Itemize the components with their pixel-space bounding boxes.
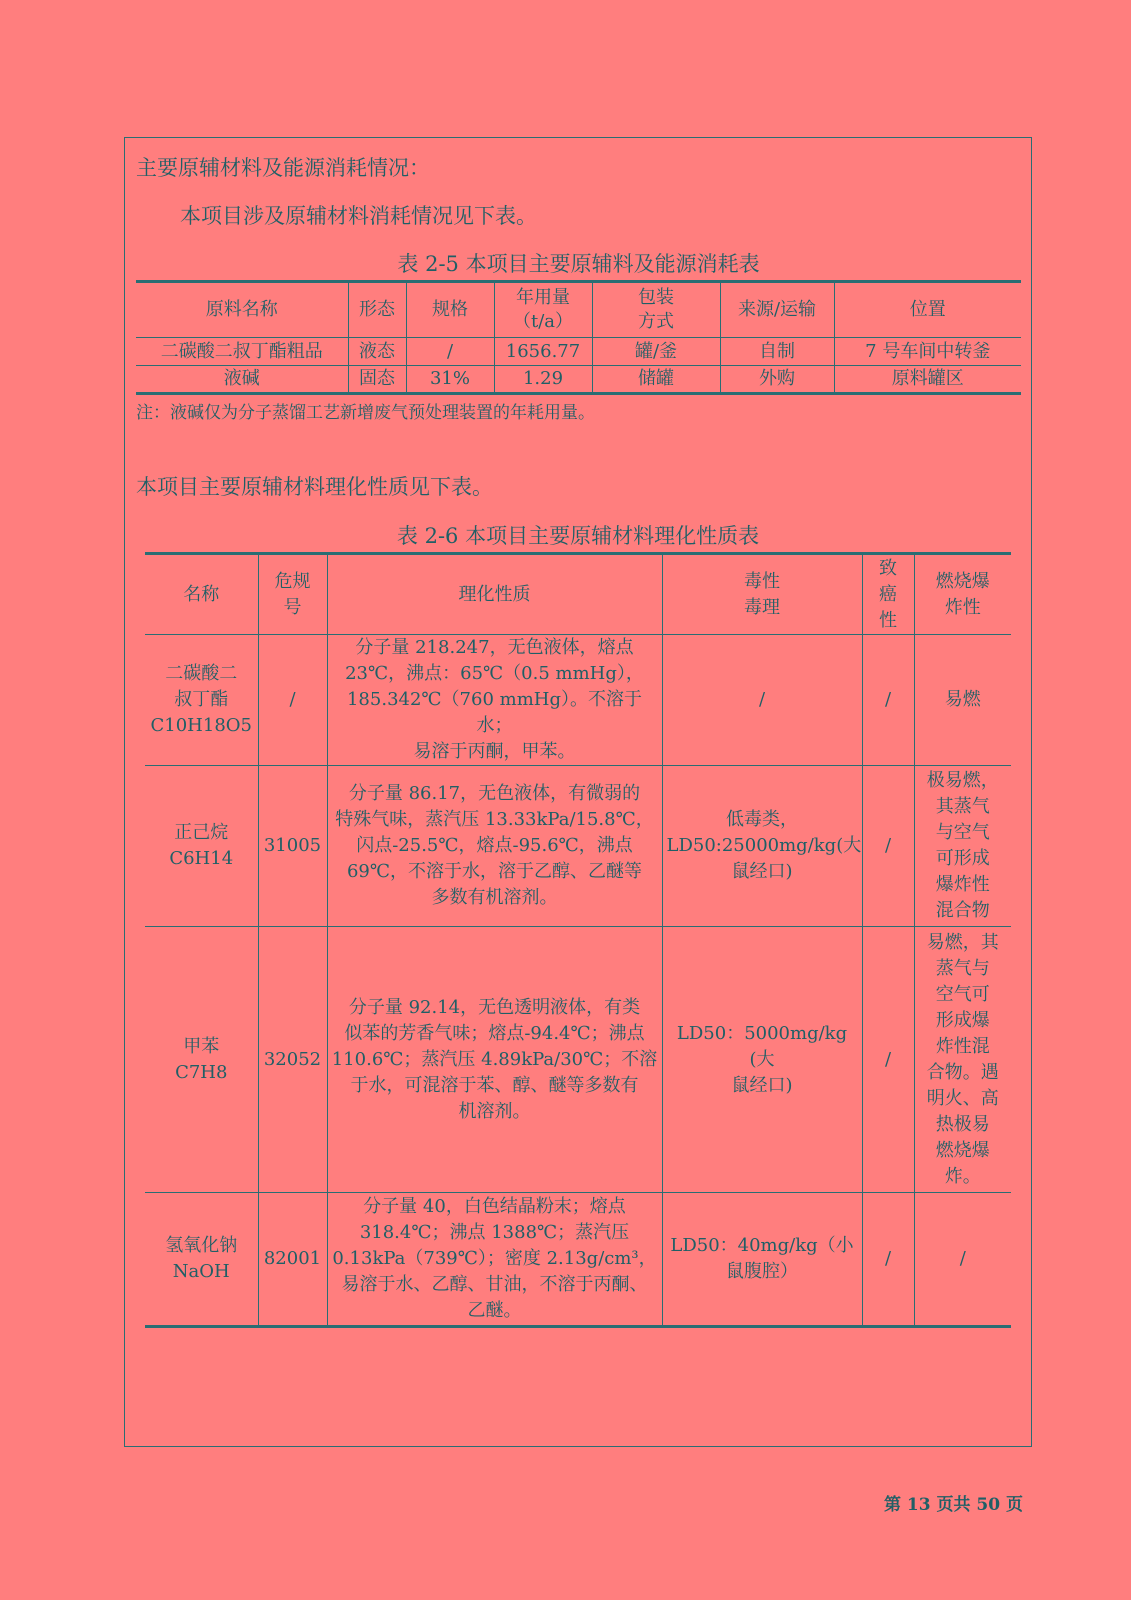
table2-cell: 分子量 92.14，无色透明液体，有类 似苯的芳香气味；熔点-94.4℃；沸点 110.6℃；蒸汽压 4.89kPa/30℃；不溶 于水，可混溶于苯、醇、醚等多数有 机溶剂。 <box>327 927 662 1193</box>
table-row <box>145 766 1011 927</box>
table1-header-cell: 来源/运输 <box>720 282 834 338</box>
table2-cell: / <box>862 1193 914 1327</box>
table1-header-cell: 年用量 （t/a） <box>494 282 592 338</box>
page-number: 第 13 页共 50 页 <box>884 1495 1023 1515</box>
section-heading: 主要原辅材料及能源消耗情况： <box>136 156 430 180</box>
table1-header-cell: 原料名称 <box>136 282 348 338</box>
table1-cell: 外购 <box>720 366 834 394</box>
table1-cell: 液碱 <box>136 366 348 394</box>
table2-cell: 分子量 218.247，无色液体，熔点 23℃，沸点：65℃（0.5 mmHg）， 185.342℃（760 mmHg）。不溶于水； 易溶于丙酮，甲苯。 <box>327 635 662 766</box>
table1-cell: 原料罐区 <box>834 366 1021 394</box>
table-row <box>145 927 1011 1193</box>
table2-cell: 32052 <box>258 927 327 1193</box>
materials-properties-table <box>145 552 1011 1328</box>
table2-cell: 82001 <box>258 1193 327 1327</box>
table2-cell: / <box>862 635 914 766</box>
table1-header-cell: 规格 <box>406 282 494 338</box>
table1-cell: 罐/釜 <box>592 338 720 366</box>
table2-cell: / <box>862 927 914 1193</box>
table1-cell: 31% <box>406 366 494 394</box>
table2-cell: 正己烷 C6H14 <box>145 766 258 927</box>
table2-cell: LD50：40mg/kg（小 鼠腹腔） <box>662 1193 862 1327</box>
table1-header-cell: 包装 方式 <box>592 282 720 338</box>
table1-cell: 自制 <box>720 338 834 366</box>
table2-header-row <box>145 554 1011 635</box>
table2-cell: 易燃 <box>914 635 1011 766</box>
table1-header-row <box>136 282 1021 338</box>
table1-cell: 液态 <box>348 338 406 366</box>
table2-cell: / <box>258 635 327 766</box>
table2-header-cell: 理化性质 <box>327 554 662 635</box>
table2-cell: 二碳酸二 叔丁酯 C10H18O5 <box>145 635 258 766</box>
table1-cell: 1656.77 <box>494 338 592 366</box>
table1-cell: 储罐 <box>592 366 720 394</box>
table-row <box>145 1193 1011 1327</box>
table2-cell: 氢氧化钠 NaOH <box>145 1193 258 1327</box>
table1-cell: 二碳酸二叔丁酯粗品 <box>136 338 348 366</box>
table2-caption: 表 2-6 本项目主要原辅材料理化性质表 <box>396 524 760 548</box>
intro-paragraph: 本项目涉及原辅材料消耗情况见下表。 <box>180 204 537 228</box>
table2-header-cell: 燃烧爆 炸性 <box>914 554 1011 635</box>
table1-cell: 1.29 <box>494 366 592 394</box>
table1-caption: 表 2-5 本项目主要原辅料及能源消耗表 <box>397 252 760 276</box>
table1-note: 注：液碱仅为分子蒸馏工艺新增废气预处理装置的年耗用量。 <box>136 403 595 423</box>
table1-header-cell: 位置 <box>834 282 1021 338</box>
table2-cell: 极易燃， 其蒸气 与空气 可形成 爆炸性 混合物 <box>914 766 1011 927</box>
table2-header-cell: 毒性 毒理 <box>662 554 862 635</box>
table2-cell: / <box>914 1193 1011 1327</box>
table2-header-cell: 名称 <box>145 554 258 635</box>
intro-paragraph-2: 本项目主要原辅材料理化性质见下表。 <box>136 475 493 499</box>
table1-cell: 固态 <box>348 366 406 394</box>
table2-cell: / <box>662 635 862 766</box>
table1-cell: 7 号车间中转釜 <box>834 338 1021 366</box>
table2-cell: 甲苯 C7H8 <box>145 927 258 1193</box>
table2-header-cell: 致 癌 性 <box>862 554 914 635</box>
table1-cell: / <box>406 338 494 366</box>
table-row <box>145 635 1011 766</box>
table1-header-cell: 形态 <box>348 282 406 338</box>
materials-consumption-table <box>136 280 1021 395</box>
table2-cell: 低毒类， LD50:25000mg/kg(大 鼠经口) <box>662 766 862 927</box>
table2-cell: 分子量 40，白色结晶粉末；熔点 318.4℃；沸点 1388℃；蒸汽压 0.13kPa（739℃）；密度 2.13g/cm³， 易溶于水、乙醇、甘油，不溶于丙酮、 乙醚。 <box>327 1193 662 1327</box>
table2-cell: / <box>862 766 914 927</box>
table2-cell: 易燃，其 蒸气与 空气可 形成爆 炸性混 合物。遇 明火、高 热极易 燃烧爆 炸。 <box>914 927 1011 1193</box>
table2-cell: 分子量 86.17，无色液体，有微弱的 特殊气味，蒸汽压 13.33kPa/15.8℃， 闪点-25.5℃，熔点-95.6℃，沸点 69℃，不溶于水，溶于乙醇、乙醚等 多数有机溶剂。 <box>327 766 662 927</box>
table-row <box>136 338 1021 366</box>
table-row <box>136 366 1021 394</box>
table2-cell: LD50：5000mg/kg (大 鼠经口) <box>662 927 862 1193</box>
table2-header-cell: 危规 号 <box>258 554 327 635</box>
table2-cell: 31005 <box>258 766 327 927</box>
